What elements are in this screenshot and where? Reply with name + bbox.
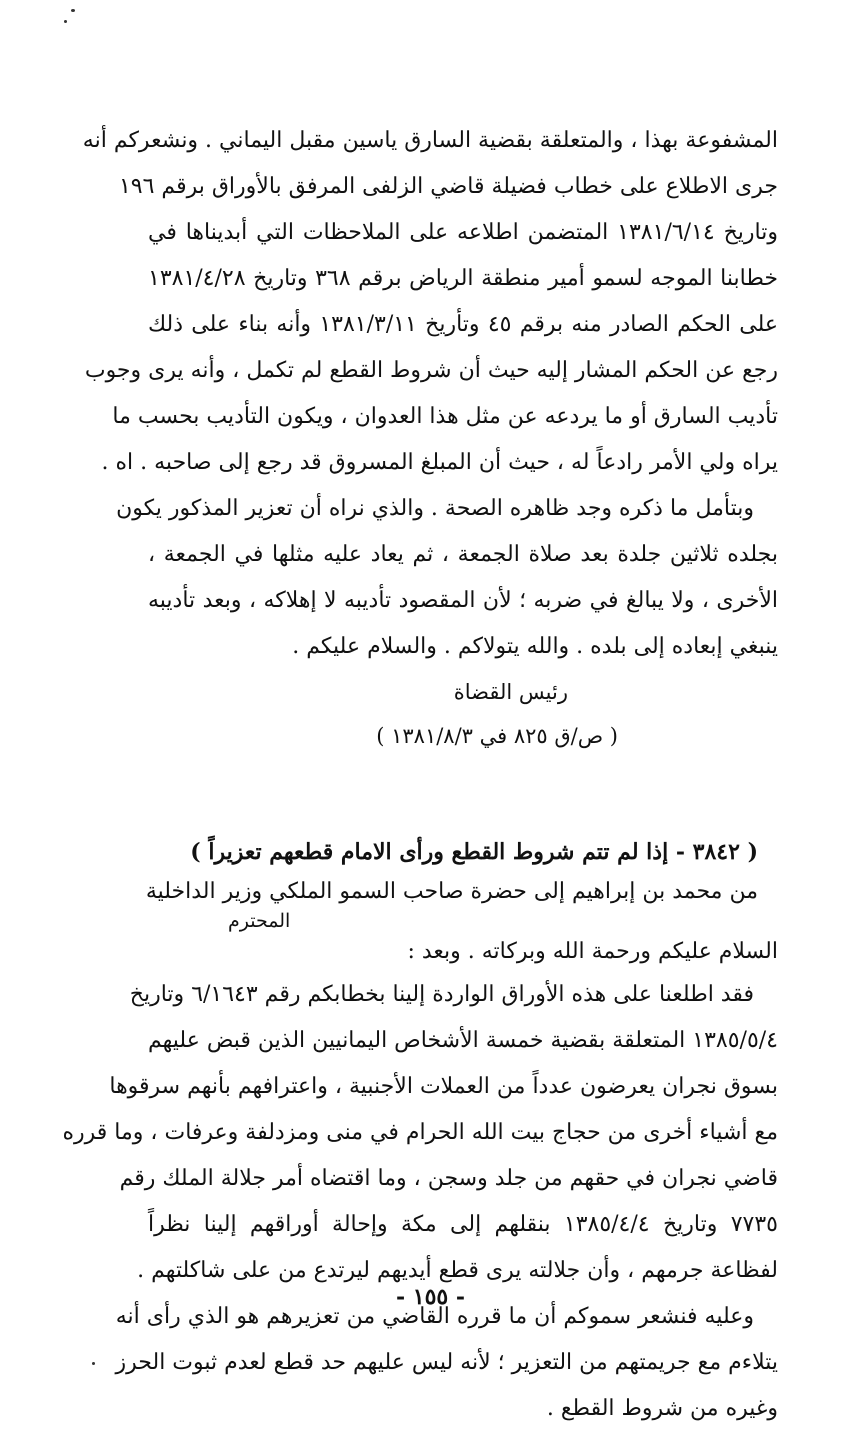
body-line: ٧٧٣٥ وتاريخ ١٣٨٥/٤/٤ بنقلهم إلى مكة وإحالة أوراقهم إلينا نظراً (148, 1212, 778, 1237)
letter-two (62, 830, 778, 1432)
body-line: خطابنا الموجه لسمو أمير منطقة الرياض برقم ٣٦٨ وتاريخ ١٣٨١/٤/٢٨ (148, 266, 778, 291)
body-line: تأديب السارق أو ما يردعه عن مثل هذا العدوان ، ويكون التأديب بحسب ما (112, 404, 778, 429)
page-number: - ١٥٥ - (395, 1284, 466, 1310)
document-page (62, 118, 778, 1432)
body-line: وتاريخ ١٣٨١/٦/١٤ المتضمن اطلاعه على الملاحظات التي أبديناها في (148, 220, 778, 245)
body-line: وغيره من شروط القطع . (546, 1396, 778, 1421)
reference-number: ( ص/ق ٨٢٥ في ١٣٨١/٨/٣ ) (376, 724, 618, 748)
letter-one (82, 118, 778, 758)
body-line: وبتأمل ما ذكره وجد ظاهره الصحة . والذي نراه أن تعزير المذكور يكون (116, 496, 754, 521)
sender-line: من محمد بن إبراهيم إلى حضرة صاحب السمو الملكي وزير الداخلية (145, 879, 758, 904)
greeting-line: السلام عليكم ورحمة الله وبركاته . وبعد : (407, 939, 778, 964)
body-line: يراه ولي الأمر رادعاً له ، حيث أن المبلغ المسروق قد رجع إلى صاحبه . اه . (101, 450, 778, 475)
body-line: يتلاءم مع جريمتهم من التعزير ؛ لأنه ليس عليهم حد قطع لعدم ثبوت الحرز (115, 1350, 778, 1375)
body-line: لفظاعة جرمهم ، وأن جلالته يرى قطع أيديهم ليرتدع من على شاكلتهم . (137, 1258, 778, 1283)
body-line: ١٣٨٥/٥/٤ المتعلقة بقضية خمسة الأشخاص اليمانيين الذين قبض عليهم (148, 1028, 778, 1053)
section-gap (148, 758, 778, 830)
signature: رئيس القضاة (453, 680, 568, 704)
body-line: بسوق نجران يعرضون عدداً من العملات الأجنبية ، واعترافهم بأنهم سرقوها (109, 1074, 778, 1099)
body-line: رجع عن الحكم المشار إليه حيث أن شروط القطع لم تكمل ، وأنه يرى وجوب (84, 358, 778, 383)
body-line: قاضي نجران في حقهم من جلد وسجن ، وما اقتضاه أمر جلالة الملك رقم (119, 1166, 778, 1191)
scan-speck (71, 9, 75, 12)
body-line: على الحكم الصادر منه برقم ٤٥ وتأريخ ١٣٨١/٣/١١ وأنه بناء على ذلك (148, 312, 778, 337)
section-heading: ( ٣٨٤٢ - إذا لم تتم شروط القطع ورأى الامام قطعهم تعزيراً ) (190, 839, 758, 865)
body-line: جرى الاطلاع على خطاب فضيلة قاضي الزلفى المرفق بالأوراق برقم ١٩٦ (118, 174, 778, 199)
body-line: مع أشياء أخرى من حجاج بيت الله الحرام في منى ومزدلفة وعرفات ، وما قرره (62, 1120, 778, 1145)
body-line: الأخرى ، ولا يبالغ في ضربه ؛ لأن المقصود تأديبه لا إهلاكه ، وبعد تأديبه (148, 588, 778, 613)
body-line: وعليه فنشعر سموكم أن ما قرره القاضي من تعزيرهم هو الذي رأى أنه (115, 1304, 754, 1329)
body-line: فقد اطلعنا على هذه الأوراق الواردة إلينا بخطابكم رقم ٦/١٦٤٣ وتاريخ (129, 982, 754, 1007)
body-line: بجلده ثلاثين جلدة بعد صلاة الجمعة ، ثم يعاد عليه مثلها في الجمعة ، (148, 542, 778, 567)
body-line: ينبغي إبعاده إلى بلده . والله يتولاكم . والسلام عليكم . (292, 634, 778, 659)
scan-speck (92, 1362, 95, 1365)
scan-speck (64, 20, 67, 23)
recipient-title: المحترم (228, 910, 291, 932)
body-line: المشفوعة بهذا ، والمتعلقة بقضية السارق ياسين مقبل اليماني . ونشعركم أنه (82, 128, 778, 153)
